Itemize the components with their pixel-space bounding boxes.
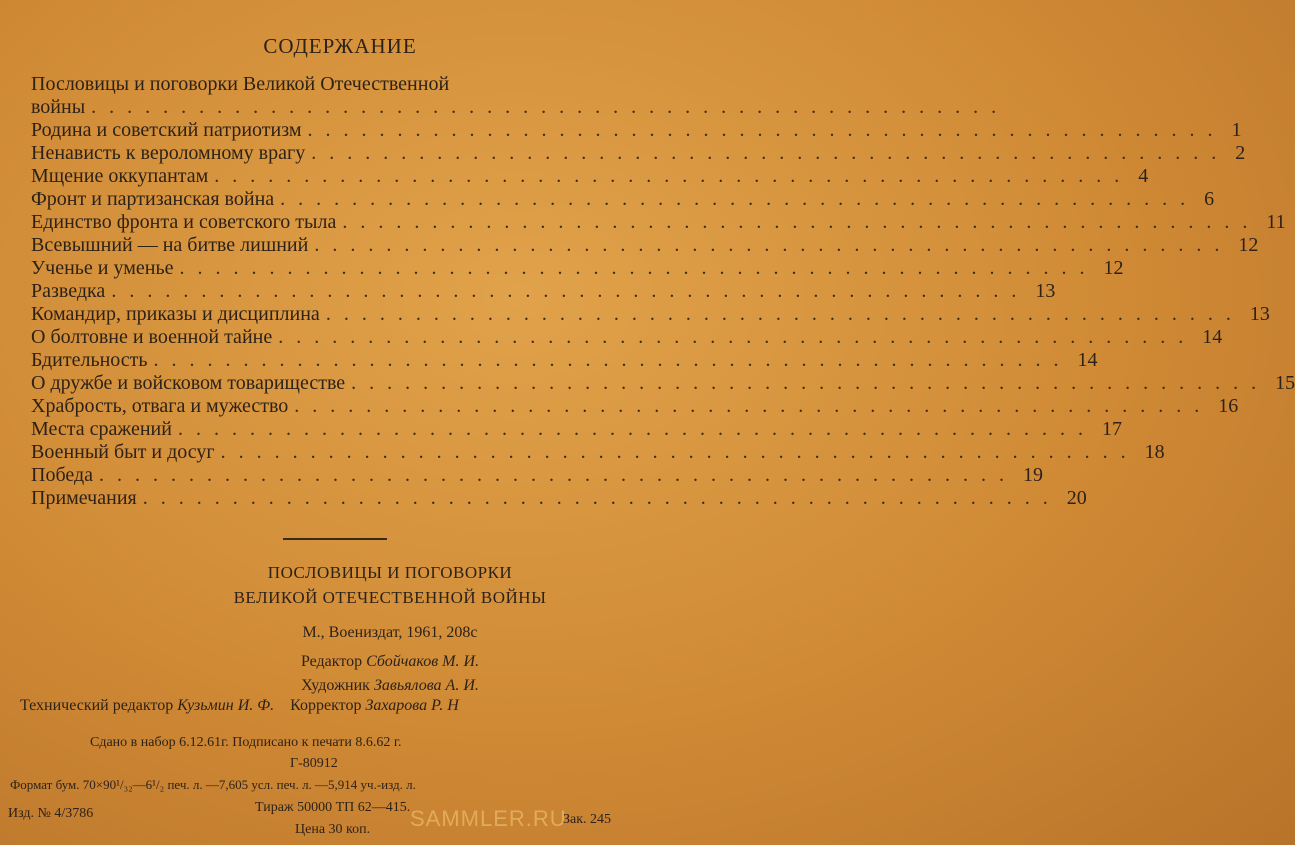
toc-entry-label: Разведка [31, 280, 106, 302]
imprint-artist [60, 677, 720, 695]
toc-entry [31, 348, 1098, 372]
leader-dots: ................................................... [142, 487, 1061, 509]
toc-entry [31, 302, 1270, 326]
tech-editor-label: Технический редактор [20, 697, 174, 714]
toc-entry-page: 1 [1231, 119, 1242, 141]
toc-entry-label: Примечания [31, 487, 137, 509]
toc-entry-page: 14 [1077, 349, 1098, 371]
leader-dots: ................................................... [351, 372, 1270, 394]
tech-editor-name: Кузьмин И. Ф. [177, 697, 275, 714]
leader-dots: ................................................... [220, 441, 1139, 463]
price: Цена 30 коп. [295, 822, 371, 837]
leader-dots: ................................................... [153, 349, 1072, 371]
toc-entry-page: 15 [1275, 372, 1295, 394]
leader-dots: ................................................... [99, 464, 1018, 486]
toc-entry-label: Командир, приказы и дисциплина [31, 303, 320, 325]
editor-label: Редактор [300, 653, 363, 670]
toc-entry-page: 14 [1202, 326, 1223, 348]
toc-entry [31, 256, 1124, 280]
editor-name: Сбойчаков М. И. [366, 653, 480, 670]
toc-entry [31, 210, 1286, 234]
artist-name: Завьялова А. И. [373, 677, 479, 694]
toc-entry-page: 2 [1235, 142, 1246, 164]
toc-entry-label: Храбрость, отвага и мужество [31, 395, 289, 417]
toc-entry-page: 11 [1266, 211, 1286, 233]
imprint-code: Г-80912 [290, 756, 338, 771]
leader-dots: ................................................... [307, 119, 1226, 141]
toc-entry [31, 325, 1223, 349]
leader-dots: ................................................... [177, 418, 1096, 440]
proofreader-name: Захарова Р. Н [365, 697, 459, 714]
toc-entry-label: войны [31, 96, 86, 118]
toc-entry-page: 16 [1218, 395, 1239, 417]
leader-dots: ................................................... [280, 188, 1199, 210]
toc-entry-page: 4 [1138, 165, 1149, 187]
toc-entry-label: Родина и советский патриотизм [31, 119, 302, 141]
leader-dots: ................................................... [179, 257, 1098, 279]
toc-entry-label: Единство фронта и советского тыла [31, 211, 337, 233]
leader-dots: ................................................... [91, 96, 1010, 118]
toc-entry-page: 19 [1023, 464, 1044, 486]
leader-dots: ................................................... [278, 326, 1197, 348]
format-line: Формат бум. 70×90¹/₃₂—6¹/₂ печ. л. —7,605 усл. печ. л. —5,914 уч.-изд. л. [10, 777, 416, 792]
toc-entry [31, 486, 1087, 510]
toc-entry-label: Фронт и партизанская война [31, 188, 275, 210]
toc-entry-label: Места сражений [31, 418, 172, 440]
order-number: Зак. 245 [563, 812, 612, 827]
toc-entry-label: О дружбе и войсковом товариществе [31, 372, 346, 394]
toc-entry-label: Ученье и уменье [31, 257, 174, 279]
proofreader-label: Корректор [290, 697, 362, 714]
toc-entry-page: 18 [1144, 441, 1165, 463]
leader-dots: ................................................... [214, 165, 1133, 187]
leader-dots: ................................................... [294, 395, 1213, 417]
toc-entry-label: Победа [31, 464, 94, 486]
toc-entry [31, 164, 1149, 188]
imprint-title-line2: ВЕЛИКОЙ ОТЕЧЕСТВЕННОЙ ВОЙНЫ [233, 588, 547, 607]
watermark-logo: SAMMLER.RU [410, 806, 567, 831]
toc-entry-label: Мщение оккупантам [31, 165, 209, 187]
toc-entry [31, 233, 1259, 257]
toc-entry-label: Ненависть к вероломному врагу [31, 142, 306, 164]
imprint-title-line1: ПОСЛОВИЦЫ И ПОГОВОРКИ [267, 563, 513, 582]
toc-entry-page: 12 [1103, 257, 1124, 279]
toc-entry [31, 394, 1239, 418]
toc-entry-first-line1: Пословицы и поговорки Великой Отечественной [31, 73, 450, 95]
imprint-editor [60, 653, 720, 671]
leader-dots: ................................................... [314, 234, 1233, 256]
separator-rule [283, 538, 387, 540]
imprint-publication: М., Воениздат, 1961, 208с [302, 624, 478, 641]
publisher-number: Изд. № 4/3786 [8, 806, 94, 821]
toc-entry-label: О болтовне и военной тайне [31, 326, 273, 348]
toc-entry-first-line2 [31, 95, 1010, 119]
toc-entry-page: 13 [1249, 303, 1270, 325]
toc-entry-page: 13 [1035, 280, 1056, 302]
toc-entry-page: 12 [1238, 234, 1259, 256]
artist-label: Художник [301, 677, 370, 694]
leader-dots: ................................................... [342, 211, 1261, 233]
toc-entry [31, 440, 1165, 464]
leader-dots: ................................................... [111, 280, 1030, 302]
toc-entry-label: Всевышний — на битве лишний [31, 234, 309, 256]
imprint-tech-editor [20, 697, 459, 715]
leader-dots: ................................................... [325, 303, 1244, 325]
toc-entry-page: 20 [1066, 487, 1087, 509]
toc-entry [31, 463, 1044, 487]
toc-entry [31, 118, 1242, 142]
toc-entry [31, 187, 1215, 211]
toc-entry-label: Бдительность [31, 349, 148, 371]
leader-dots: ................................................... [311, 142, 1230, 164]
toc-entry-page: 17 [1101, 418, 1122, 440]
toc-entry [31, 141, 1246, 165]
toc-entry [31, 279, 1056, 303]
toc-entry [31, 417, 1122, 441]
toc-entry [31, 371, 1295, 395]
print-run: Тираж 50000 ТП 62—415. [255, 800, 411, 815]
toc-heading: СОДЕРЖАНИЕ [263, 34, 417, 58]
toc-entry-label: Военный быт и досуг [31, 441, 215, 463]
toc-entry-page: 6 [1204, 188, 1215, 210]
production-dates: Сдано в набор 6.12.61г. Подписано к печати 8.6.62 г. [90, 735, 402, 750]
